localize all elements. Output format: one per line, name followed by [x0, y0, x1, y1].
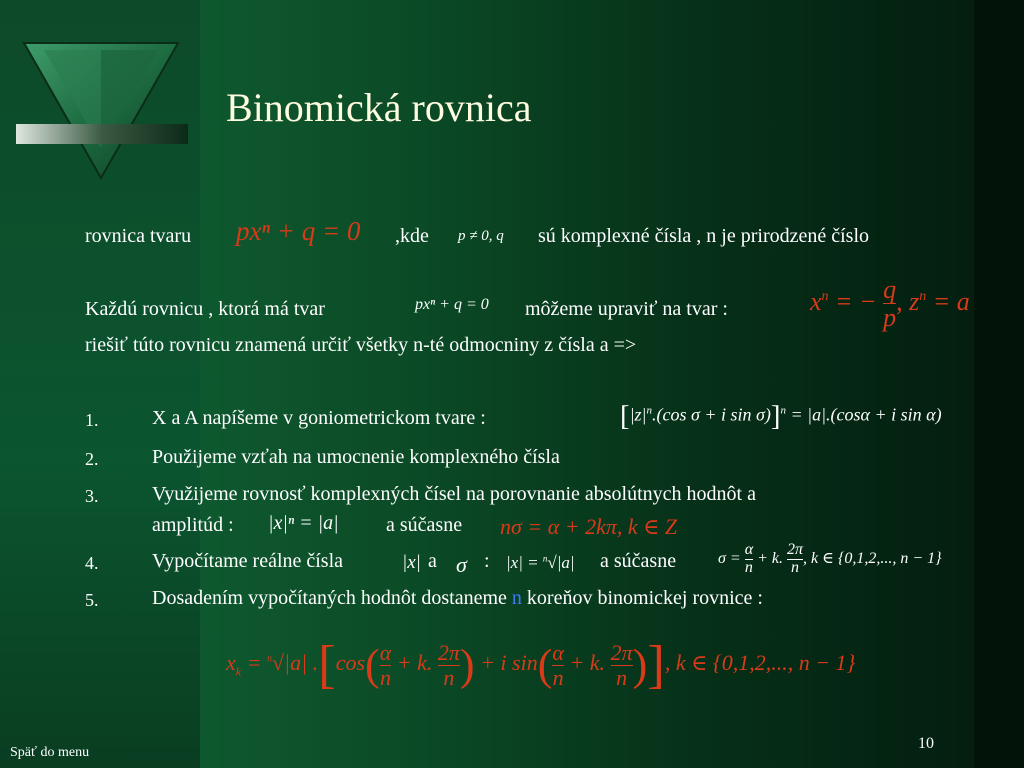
- step-number: 3.: [85, 486, 99, 506]
- absolute-value-equation: |x|ⁿ = |a|: [268, 512, 339, 534]
- every-equation-text: Každú rovnicu , ktorá má tvar: [85, 298, 325, 320]
- step-number: 5.: [85, 590, 99, 610]
- step-number: 2.: [85, 449, 99, 469]
- sigma-symbol: σ: [456, 552, 467, 577]
- step-text: Použijeme vzťah na umocnenie komplexného čísla: [152, 446, 560, 468]
- step-text: [152, 587, 763, 610]
- step-text-simultaneously: a súčasne: [386, 514, 463, 536]
- step-number: 4.: [85, 553, 99, 573]
- step-text: X a A napíšeme v goniometrickom tvare :: [152, 407, 486, 429]
- step-text-a: Dosadením vypočítaných hodnôt dostaneme: [152, 587, 507, 609]
- condition-formula: p ≠ 0, q: [458, 228, 504, 244]
- rhs-equals-a: = a: [932, 286, 970, 316]
- slide-title: Binomická rovnica: [226, 85, 532, 130]
- step-text-colon: :: [484, 550, 490, 572]
- step-text-amplitudes: amplitúd :: [152, 514, 234, 536]
- roots-formula: $x_k = ^n√|a|$ .[cos( $\frac{\alpha}{n}$ + k. $\frac{2\pi}{n}$ ) + i sin( $\frac{\alpha}{n}$ + k. $\frac{2\pi}{n}$ )], k ∈ {0,1,2,..., n − 1}: [226, 636, 856, 694]
- step-text-b: koreňov binomickej rovnice :: [526, 587, 763, 609]
- polar-form-formula: [$|z|^n.(\cos$ σ + i sin σ)]$^n$ = |a|.(cosα + i sin α): [620, 400, 942, 432]
- transformed-equation: $x^n$ = − $\frac{q}{p}$ , $z^n = a$: [810, 275, 970, 333]
- step-text: Vypočítame reálne čísla: [152, 550, 344, 572]
- right-edge-strip: [974, 0, 1024, 768]
- step-text-and: a: [428, 550, 437, 572]
- root-formula: |x| = $^n$√|a|: [506, 553, 575, 572]
- back-to-menu-link[interactable]: Späť do menu: [10, 745, 90, 760]
- step-text-simultaneously: a súčasne: [600, 550, 677, 572]
- transform-text: môžeme upraviť na tvar :: [525, 298, 728, 320]
- complex-numbers-text: sú komplexné čísla , n je prirodzené číslo: [538, 225, 870, 247]
- polar-a: |a|.(cosα + i sin α): [807, 404, 942, 425]
- equation-small: pxⁿ + q = 0: [415, 296, 489, 313]
- sigma-formula: σ = $\frac{\alpha}{n}$ + k. $\frac{2\pi}{n}$ , k ∈ {0,1,2,..., n − 1}: [718, 541, 942, 576]
- step-number: 1.: [85, 410, 99, 430]
- angle-equation: nσ = α + 2kπ, k ∈ Z: [500, 514, 678, 539]
- triangle-logo-icon: [14, 38, 190, 183]
- where-text: ,kde: [395, 225, 429, 247]
- intro-text: rovnica tvaru: [85, 225, 192, 247]
- binomial-equation: pxⁿ + q = 0: [236, 216, 361, 246]
- step-text: Využijeme rovnosť komplexných čísel na porovnanie absolútnych hodnôt a: [152, 483, 756, 505]
- abs-x-formula: |x|: [402, 552, 421, 573]
- page-number: 10: [918, 735, 934, 752]
- highlight-n: n: [511, 587, 522, 609]
- solve-meaning-text: riešiť túto rovnicu znamená určiť všetky n-té odmocniny z čísla a =>: [85, 334, 637, 356]
- k-set: k ∈ {0,1,2,..., n − 1}: [811, 549, 942, 567]
